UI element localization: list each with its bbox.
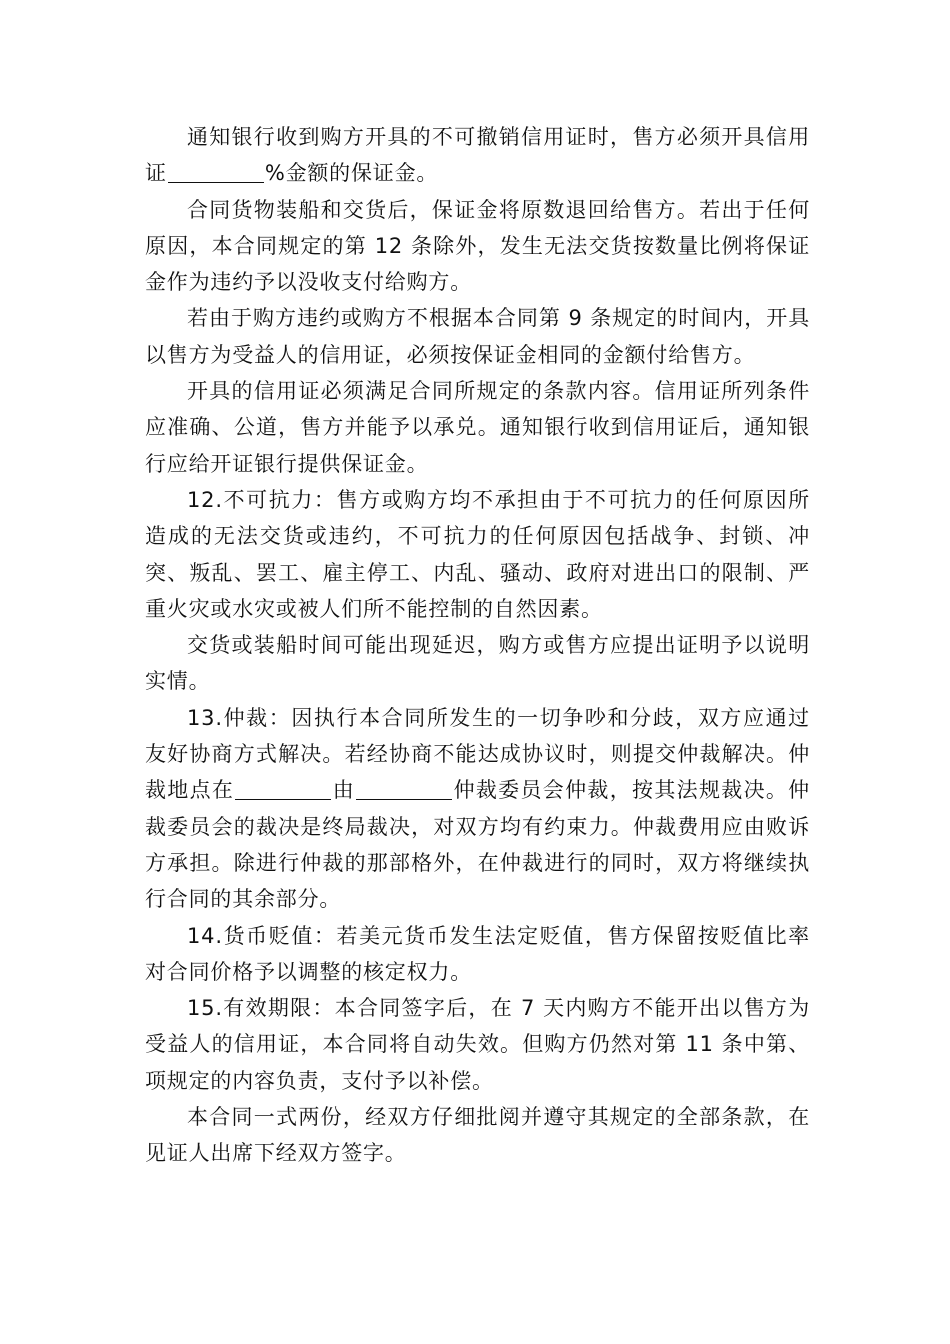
paragraph-validity-period: 15.有效期限：本合同签字后，在 7 天内购方不能开出以售方为受益人的信用证，本合同将自动失效。但购方仍然对第 11 条中第、项规定的内容负责，支付予以补偿。: [145, 996, 810, 1093]
paragraph-text: 仲裁委员会仲裁，按其法规裁决。仲裁委员会的裁决是终局裁决，对双方均有约束力。仲裁费用应由败诉方承担。除进行仲裁的那部格外，在仲裁进行的同时，双方将继续执行合同的其余部分。: [145, 778, 810, 912]
paragraph-text: 13.仲裁：因执行本合同所发生的一切争吵和分歧，双方应通过友好协商方式解决。若经协商不能达成协议时，则提交仲裁解决。仲裁地点在: [145, 705, 810, 803]
paragraph-letter-of-credit: 开具的信用证必须满足合同所规定的条款内容。信用证所列条件应准确、公道，售方并能予以承兑。通知银行收到信用证后，通知银行应给开证银行提供保证金。: [145, 379, 810, 476]
paragraph-buyer-breach: 若由于购方违约或购方不根据本合同第 9 条规定的时间内，开具以售方为受益人的信用证，必须按保证金相同的金额付给售方。: [145, 306, 810, 367]
paragraph-text: %金额的保证金。: [264, 161, 439, 186]
fill-in-blank-percentage[interactable]: [168, 160, 264, 183]
paragraph-force-majeure: 12.不可抗力：售方或购方均不承担由于不可抗力的任何原因所造成的无法交货或违约，不可抗力的任何原因包括战争、封锁、冲突、叛乱、罢工、雇主停工、内乱、骚动、政府对进出口的限制、严重火灾或水灾或被人们所不能控制的自然因素。: [145, 487, 810, 621]
paragraph-deposit-return: 合同货物装船和交货后，保证金将原数退回给售方。若出于任何原因，本合同规定的第 12 条除外，发生无法交货按数量比例将保证金作为违约予以没收支付给购方。: [145, 197, 810, 295]
paragraph-arbitration: [145, 700, 810, 918]
paragraph-copies-signature: 本合同一式两份，经双方仔细批阅并遵守其规定的全部条款，在见证人出席下经双方签字。: [145, 1105, 810, 1166]
paragraph-delivery-delay: 交货或装船时间可能出现延迟，购方或售方应提出证明予以说明实情。: [145, 633, 810, 694]
fill-in-blank-arbitration-commission[interactable]: [356, 777, 452, 800]
paragraph-text: 通知银行收到购方开具的不可撤销信用证时，售方必须开具信用证: [145, 125, 810, 186]
paragraph-text: 由: [332, 778, 356, 803]
fill-in-blank-arbitration-place[interactable]: [235, 777, 331, 800]
paragraph-currency-devaluation: 14.货币贬值：若美元货币发生法定贬值，售方保留按贬值比率对合同价格予以调整的核定权力。: [145, 923, 810, 984]
document-body: [145, 119, 810, 1172]
paragraph-deposit-amount: [145, 119, 810, 192]
